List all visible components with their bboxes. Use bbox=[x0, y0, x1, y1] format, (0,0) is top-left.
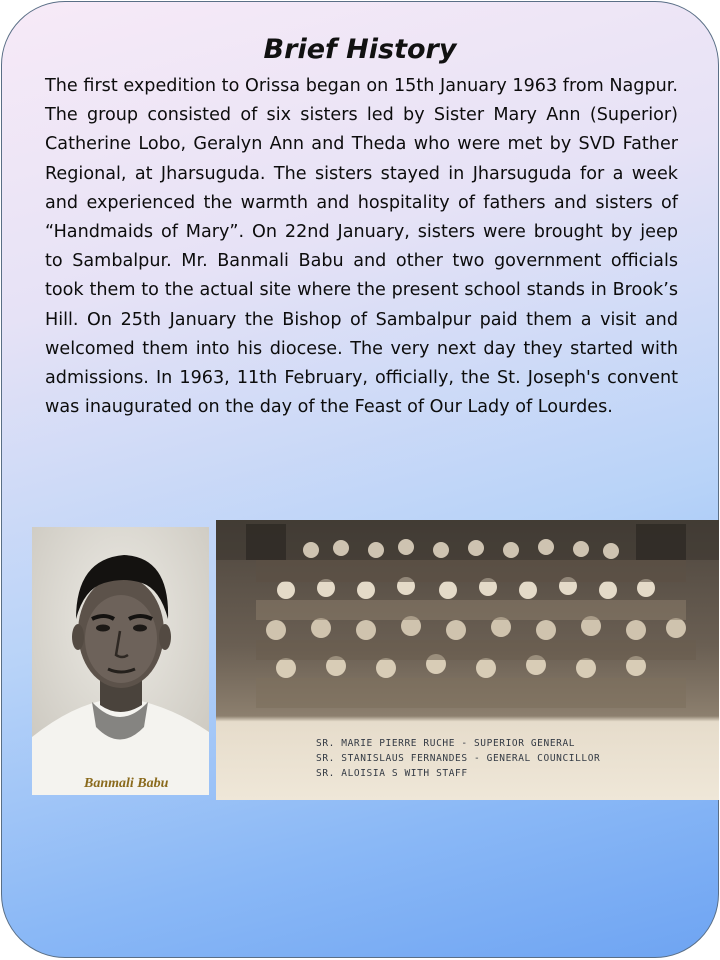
portrait-image bbox=[32, 527, 209, 795]
portrait-photo bbox=[32, 527, 209, 795]
caption-line: SR. ALOISIA S WITH STAFF bbox=[316, 768, 468, 779]
group-photo bbox=[216, 520, 719, 800]
caption-line: SR. STANISLAUS FERNANDES - GENERAL COUNCILLOR bbox=[316, 753, 601, 764]
group-photo-caption bbox=[216, 520, 719, 800]
slide-title: Brief History bbox=[263, 34, 457, 65]
portrait-caption: Banmali Babu bbox=[84, 776, 169, 791]
slide-frame bbox=[1, 1, 719, 958]
history-paragraph: The first expedition to Orissa began on 15th January 1963 from Nagpur. The group consisted of six sisters led by Sister Mary Ann (Superior) Catherine Lobo, Geralyn Ann and Theda who were met by SVD Father Regional, at Jharsuguda. The sisters stayed in Jharsuguda for a week and experienced the warmth and hospitality of fathers and sisters of “Handmaids of Mary”. On 22nd January, sisters were brought by jeep to Sambalpur. Mr. Banmali Babu and other two government officials took them to the actual site where the present school stands in Brook’s Hill. On 25th January the Bishop of Sambalpur paid them a visit and welcomed them into his diocese. The very next day they started with admissions. In 1963, 11th February, officially, the St. Joseph's convent was inaugurated on the day of the Feast of Our Lady of Lourdes. bbox=[45, 76, 678, 418]
group-photo-image bbox=[216, 520, 719, 800]
caption-line: SR. MARIE PIERRE RUCHE - SUPERIOR GENERAL bbox=[316, 738, 576, 749]
